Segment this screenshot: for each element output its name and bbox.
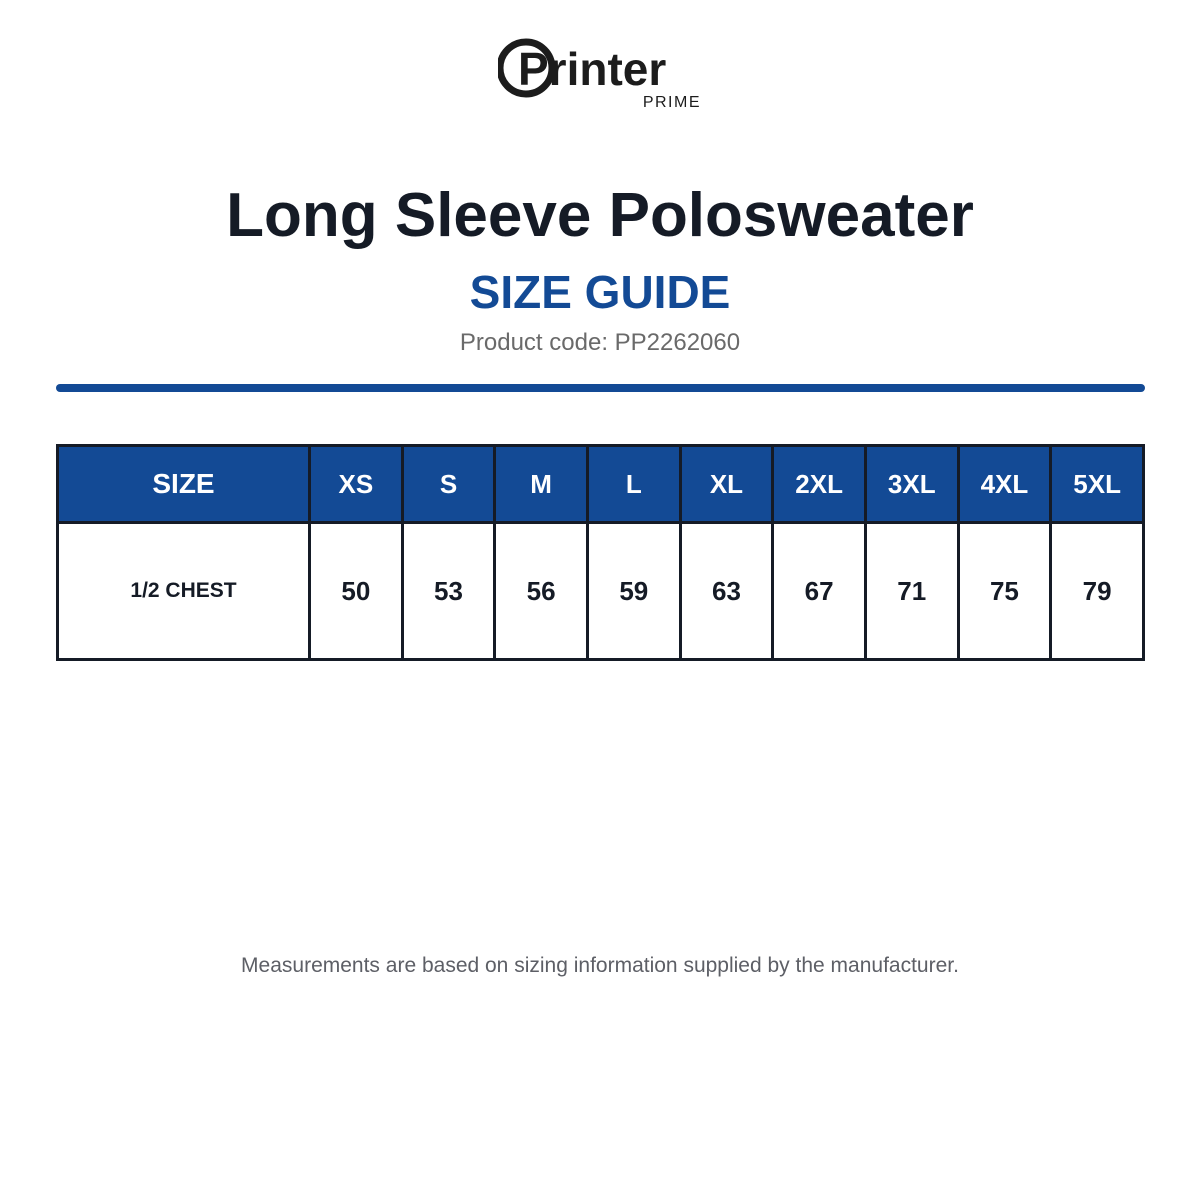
- table-cell: 59: [587, 523, 680, 660]
- product-code: Product code: PP2262060: [459, 329, 741, 356]
- size-header-label: SIZE: [58, 446, 310, 523]
- size-header-row: [58, 446, 1144, 523]
- divider: [56, 384, 1145, 392]
- logo-wordmark: Printer: [518, 43, 667, 95]
- size-header-xs: XS: [310, 446, 403, 523]
- table-cell: 79: [1051, 523, 1144, 660]
- size-header-l: L: [587, 446, 680, 523]
- size-guide-heading: SIZE GUIDE: [469, 266, 731, 318]
- size-header-4xl: 4XL: [958, 446, 1051, 523]
- brand-logo: [0, 36, 1200, 116]
- table-cell: 56: [495, 523, 588, 660]
- product-title: Long Sleeve Polosweater: [226, 181, 974, 250]
- size-header-m: M: [495, 446, 588, 523]
- table-cell: 63: [680, 523, 773, 660]
- table-cell: 71: [865, 523, 958, 660]
- table-cell: 67: [773, 523, 866, 660]
- logo-tagline: PRIME: [642, 94, 701, 111]
- size-header-xl: XL: [680, 446, 773, 523]
- size-header-2xl: 2XL: [773, 446, 866, 523]
- measurement-footnote: Measurements are based on sizing information supplied by the manufacturer.: [241, 954, 959, 977]
- row-label: 1/2 CHEST: [58, 523, 310, 660]
- size-header-5xl: 5XL: [1051, 446, 1144, 523]
- table-cell: 53: [402, 523, 495, 660]
- printer-prime-logo: [498, 36, 703, 114]
- table-cell: 50: [310, 523, 403, 660]
- size-header-3xl: 3XL: [865, 446, 958, 523]
- table-row: [58, 523, 1144, 660]
- size-header-s: S: [402, 446, 495, 523]
- table-cell: 75: [958, 523, 1051, 660]
- size-table: [56, 444, 1145, 661]
